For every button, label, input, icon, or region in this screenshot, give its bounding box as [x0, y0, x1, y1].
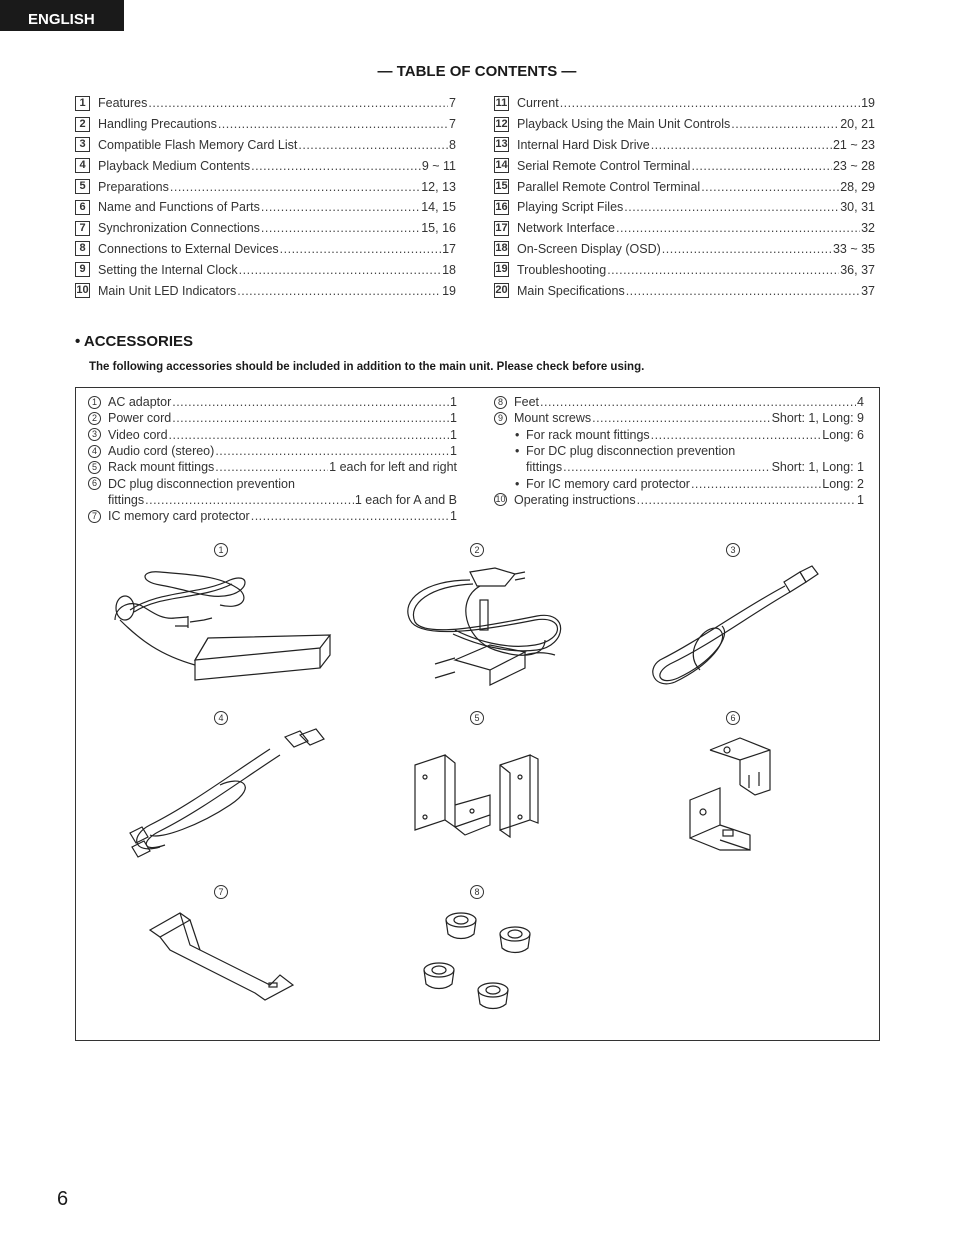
toc-number: 10 [76, 284, 89, 297]
toc-page: 19 [442, 283, 456, 298]
toc-label: Playback Medium Contents [98, 158, 251, 173]
bullet: • [515, 427, 520, 442]
item-number: 4 [88, 445, 101, 458]
item-number: 10 [495, 494, 506, 505]
item-label: DC plug disconnection prevention [108, 476, 295, 491]
toc-entry[interactable] [75, 93, 456, 114]
leader-dots [691, 477, 821, 491]
item-number: 3 [88, 428, 101, 441]
item-number: 1 [88, 396, 101, 409]
toc-label: Parallel Remote Control Terminal [517, 179, 701, 194]
leader-dots [691, 159, 831, 173]
figure-number: 8 [470, 885, 484, 899]
toc-entry[interactable] [75, 176, 456, 197]
leader-dots [560, 96, 860, 110]
figure-number: 3 [726, 543, 740, 557]
toc-page: 21 ~ 23 [832, 137, 875, 152]
accessories-left-column [88, 394, 457, 524]
leader-dots [251, 159, 421, 173]
power-cord-illustration [395, 560, 575, 695]
page-number: 6 [57, 1188, 69, 1210]
toc-number: 18 [495, 242, 508, 255]
toc-label: Network Interface [517, 221, 615, 236]
toc-page: 17 [442, 241, 456, 256]
toc-number: 15 [495, 180, 508, 193]
toc-number: 6 [75, 200, 90, 215]
toc-entry[interactable] [494, 114, 875, 135]
toc-label: Playback Using the Main Unit Controls [517, 117, 731, 132]
toc-label: Preparations [98, 179, 169, 194]
toc-entry[interactable] [75, 197, 456, 218]
bullet: • [515, 476, 520, 491]
accessory-item [88, 508, 457, 524]
leader-dots [172, 395, 449, 409]
toc-number: 13 [495, 138, 508, 151]
toc-page: 32 [861, 221, 875, 236]
toc-page: 8 [449, 137, 456, 152]
leader-dots [563, 460, 770, 474]
accessories-right-column [494, 394, 864, 508]
item-number: 7 [88, 510, 101, 523]
item-label: Mount screws [514, 411, 592, 426]
toc-label: Internal Hard Disk Drive [517, 137, 650, 152]
language-tab: ENGLISH [0, 0, 124, 31]
leader-dots [626, 284, 860, 298]
accessory-item [494, 410, 864, 426]
item-number: 5 [88, 461, 101, 474]
toc-entry[interactable] [494, 239, 875, 260]
figure-number: 7 [214, 885, 228, 899]
toc-title: — TABLE OF CONTENTS — [377, 63, 577, 80]
accessory-item [88, 427, 457, 443]
toc-number: 20 [495, 284, 508, 297]
toc-number: 2 [75, 117, 90, 132]
toc-label: Features [98, 96, 148, 111]
toc-entry[interactable] [75, 135, 456, 156]
toc-number: 9 [75, 262, 90, 277]
toc-label: Compatible Flash Memory Card List [98, 137, 298, 152]
toc-number: 3 [75, 137, 90, 152]
item-qty: 1 [857, 492, 864, 507]
toc-entry[interactable] [494, 93, 875, 114]
toc-page: 20, 21 [840, 117, 875, 132]
toc-page: 7 [449, 96, 456, 111]
leader-dots [261, 221, 420, 235]
item-qty: 1 each for left and right [329, 460, 457, 475]
toc-number: 5 [75, 179, 90, 194]
item-qty: Short: 1, Long: 1 [771, 460, 864, 475]
toc-label: Playing Script Files [517, 200, 624, 215]
accessory-item [88, 443, 457, 459]
toc-page: 12, 13 [421, 179, 456, 194]
leader-dots [218, 117, 448, 131]
toc-right-column [494, 93, 875, 301]
toc-number: 4 [75, 158, 90, 173]
toc-number: 8 [75, 241, 90, 256]
item-qty: Long: 6 [822, 427, 864, 442]
accessory-item [88, 459, 457, 475]
toc-page: 19 [861, 96, 875, 111]
accessory-item [494, 394, 864, 410]
item-label: fittings [108, 492, 145, 507]
toc-entry[interactable] [494, 135, 875, 156]
accessory-item-continued [88, 492, 457, 508]
item-qty: 1 [450, 509, 457, 524]
toc-entry[interactable] [75, 259, 456, 280]
toc-number: 11 [495, 96, 508, 109]
leader-dots [651, 428, 822, 442]
accessory-item [88, 475, 457, 491]
item-label: For rack mount fittings [526, 427, 650, 442]
ac-adaptor-illustration [100, 560, 340, 690]
toc-label: Name and Functions of Parts [98, 200, 260, 215]
rack-mount-fittings-illustration [410, 745, 550, 845]
toc-label: Handling Precautions [98, 117, 217, 132]
toc-left-column [75, 93, 456, 301]
leader-dots [215, 460, 328, 474]
feet-illustration [415, 900, 550, 1020]
leader-dots [624, 200, 839, 214]
accessory-item [494, 492, 864, 508]
toc-entry[interactable] [494, 197, 875, 218]
toc-page: 7 [449, 117, 456, 132]
item-label: Video cord [108, 427, 168, 442]
toc-entry[interactable] [494, 259, 875, 280]
leader-dots [701, 180, 839, 194]
toc-number: 14 [495, 159, 508, 172]
figure-number: 6 [726, 711, 740, 725]
dc-plug-fittings-illustration [685, 730, 785, 860]
item-label: Operating instructions [514, 492, 636, 507]
toc-entry[interactable] [75, 155, 456, 176]
item-label: IC memory card protector [108, 509, 250, 524]
item-label: Rack mount fittings [108, 460, 215, 475]
leader-dots [215, 444, 449, 458]
item-qty: 1 [450, 427, 457, 442]
toc-page: 33 ~ 35 [832, 241, 875, 256]
toc-label: Connections to External Devices [98, 241, 279, 256]
toc-page: 30, 31 [840, 200, 875, 215]
leader-dots [239, 263, 441, 277]
item-label: For DC plug disconnection prevention [526, 444, 736, 459]
item-label: fittings [526, 460, 563, 475]
item-label: Audio cord (stereo) [108, 444, 215, 459]
toc-entry[interactable] [75, 218, 456, 239]
leader-dots [540, 395, 856, 409]
figure-number: 1 [214, 543, 228, 557]
toc-entry[interactable] [75, 114, 456, 135]
toc-label: Main Unit LED Indicators [98, 283, 237, 298]
leader-dots [170, 180, 420, 194]
video-cord-illustration [640, 560, 830, 695]
accessory-subitem [494, 475, 864, 491]
toc-number: 1 [75, 96, 90, 111]
item-label: AC adaptor [108, 395, 172, 410]
leader-dots [651, 138, 832, 152]
ic-card-protector-illustration [145, 905, 300, 1005]
toc-page: 23 ~ 28 [832, 158, 875, 173]
leader-dots [662, 242, 832, 256]
toc-entry[interactable] [75, 239, 456, 260]
toc-page: 15, 16 [421, 221, 456, 236]
accessories-heading: • ACCESSORIES [75, 333, 194, 350]
leader-dots [592, 411, 770, 425]
item-qty: 1 [450, 395, 457, 410]
item-qty: 1 [450, 444, 457, 459]
toc-entry[interactable] [494, 176, 875, 197]
bullet: • [515, 444, 520, 459]
leader-dots [145, 493, 354, 507]
accessory-item [88, 410, 457, 426]
item-qty: 4 [857, 395, 864, 410]
item-label: For IC memory card protector [526, 476, 690, 491]
toc-label: Main Specifications [517, 283, 625, 298]
toc-page: 9 ~ 11 [421, 158, 456, 173]
leader-dots [298, 138, 448, 152]
toc-page: 37 [861, 283, 875, 298]
toc-page: 28, 29 [840, 179, 875, 194]
accessory-item [88, 394, 457, 410]
item-number: 9 [494, 412, 507, 425]
leader-dots [607, 263, 839, 277]
item-qty: Long: 2 [822, 476, 864, 491]
item-number: 6 [88, 477, 101, 490]
toc-label: Troubleshooting [517, 262, 607, 277]
item-qty: 1 each for A and B [354, 492, 457, 507]
toc-number: 7 [75, 221, 90, 236]
item-qty: 1 [450, 411, 457, 426]
leader-dots [280, 242, 441, 256]
toc-page: 14, 15 [421, 200, 456, 215]
toc-label: Synchronization Connections [98, 221, 260, 236]
toc-number: 19 [495, 263, 508, 276]
figure-number: 5 [470, 711, 484, 725]
leader-dots [731, 117, 839, 131]
accessory-subitem-continued [494, 459, 864, 475]
toc-page: 36, 37 [840, 262, 875, 277]
toc-page: 18 [442, 262, 456, 277]
leader-dots [616, 221, 860, 235]
toc-number: 17 [495, 221, 508, 234]
toc-label: On-Screen Display (OSD) [517, 241, 661, 256]
toc-entry[interactable] [494, 155, 875, 176]
item-qty: Short: 1, Long: 9 [771, 411, 864, 426]
item-label: Power cord [108, 411, 172, 426]
leader-dots [261, 200, 420, 214]
toc-entry[interactable] [494, 218, 875, 239]
item-label: Feet [514, 395, 540, 410]
figure-number: 4 [214, 711, 228, 725]
toc-number: 12 [495, 117, 508, 130]
leader-dots [172, 411, 449, 425]
figure-number: 2 [470, 543, 484, 557]
audio-cord-illustration [120, 725, 330, 860]
accessory-subitem [494, 443, 864, 459]
toc-label: Current [517, 96, 559, 111]
item-number: 2 [88, 412, 101, 425]
toc-entry[interactable] [75, 280, 456, 301]
leader-dots [237, 284, 441, 298]
item-number: 8 [494, 396, 507, 409]
toc-number: 16 [495, 200, 508, 213]
toc-label: Setting the Internal Clock [98, 262, 238, 277]
accessory-subitem [494, 427, 864, 443]
toc-label: Serial Remote Control Terminal [517, 158, 691, 173]
leader-dots [169, 428, 450, 442]
toc-entry[interactable] [494, 280, 875, 301]
accessories-note: The following accessories should be included in addition to the main unit. Please check before using. [89, 361, 645, 373]
leader-dots [251, 509, 449, 523]
leader-dots [148, 96, 448, 110]
leader-dots [637, 493, 856, 507]
